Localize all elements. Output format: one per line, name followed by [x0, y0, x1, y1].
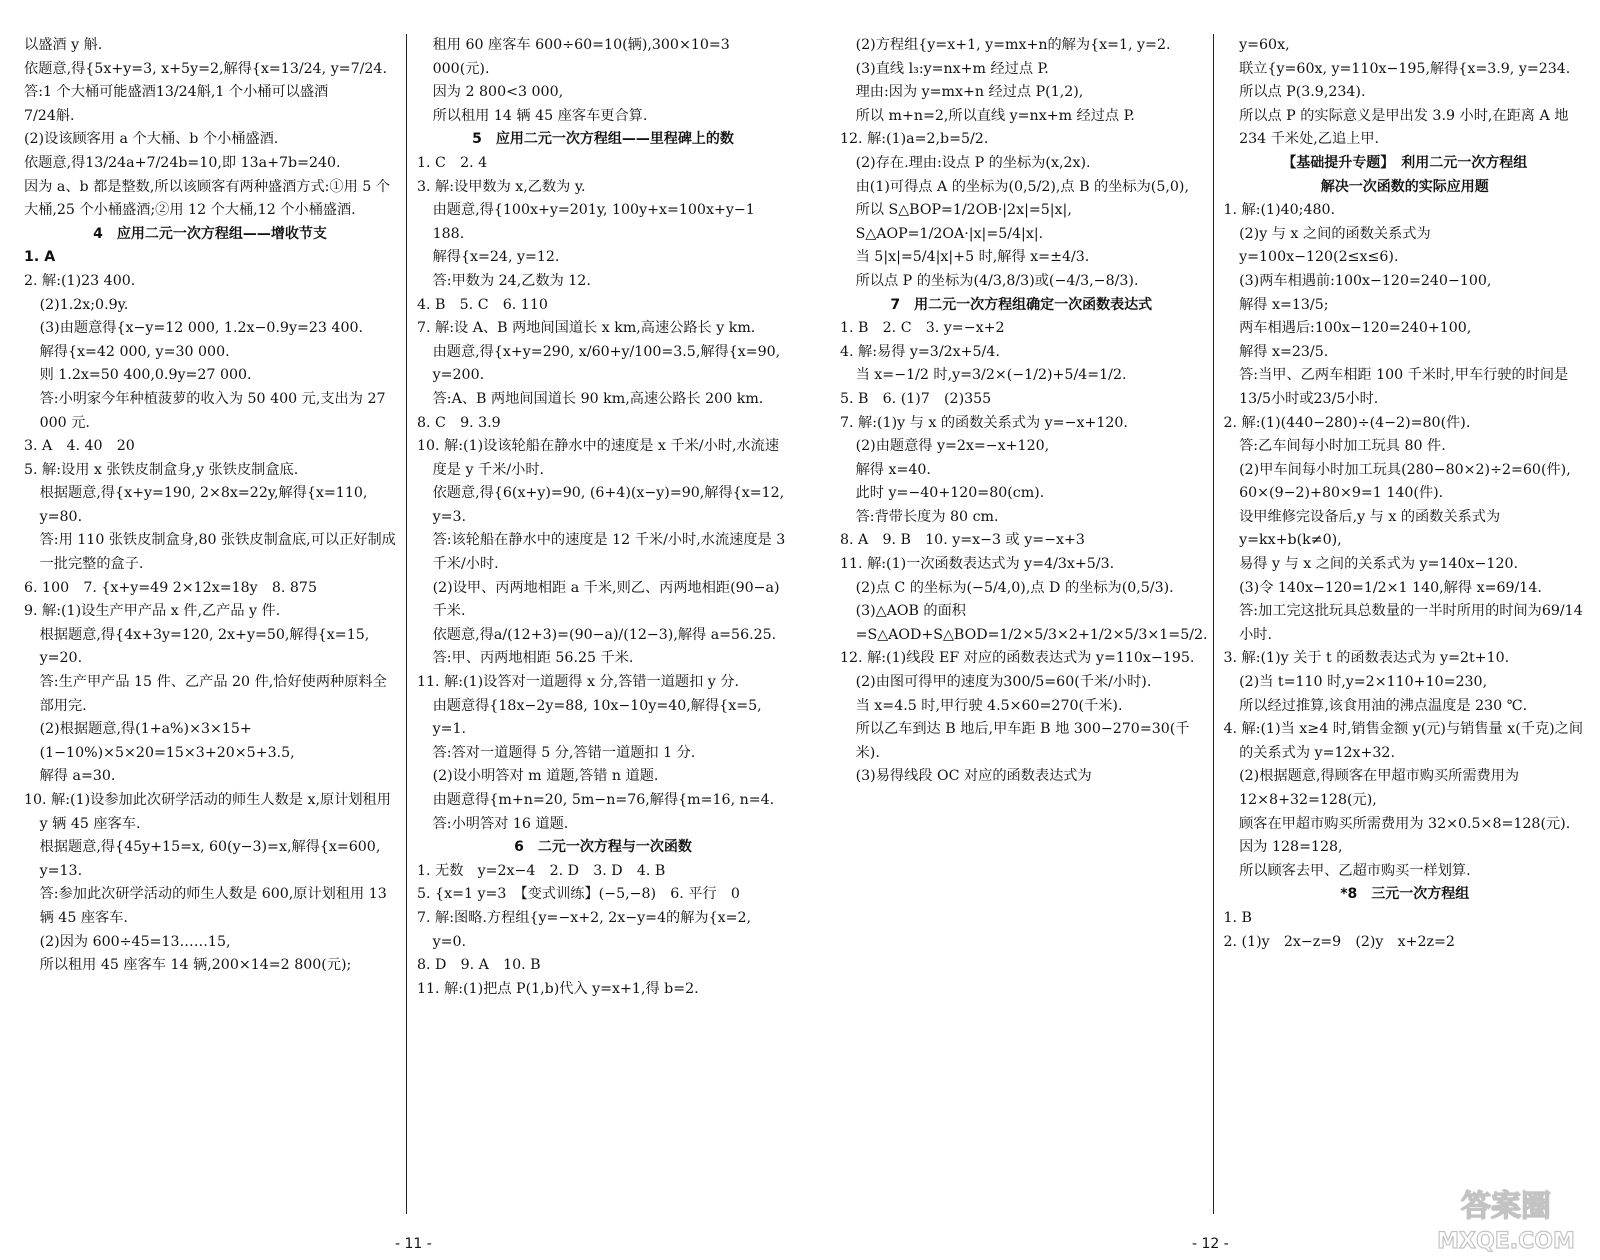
column-4 — [1213, 34, 1597, 1214]
section-heading: 5 应用二元一次方程组——里程碑上的数 — [472, 131, 734, 148]
text-line: 理由:因为 y=mx+n 经过点 P(1,2), — [855, 84, 1084, 101]
text-line: 答:该轮船在静水中的速度是 12 千米/小时,水流速度是 3 千米/小时. — [432, 532, 786, 573]
text-line: 联立{y=60x, y=110x−195,解得{x=3.9, y=234. — [1239, 60, 1571, 77]
text-line: 当 x=−1/2 时,y=3/2×(−1/2)+5/4=1/2. — [855, 367, 1127, 384]
text-line: 答:加工完这批玩具总数量的一半时所用的时间为69/14小时. — [1239, 603, 1583, 643]
text-line: 答:答对一道题得 5 分,答错一道题扣 1 分. — [432, 744, 696, 761]
text-line: 答:生产甲产品 15 件、乙产品 20 件,恰好使两种原料全部用完. — [39, 674, 387, 714]
text-line: 答:小明家今年种植菠萝的收入为 50 400 元,支出为 27 000 元. — [39, 390, 386, 431]
answer-line: 10. 解:(1)设该轮船在静水中的速度是 x 千米/小时,水流速度是 y 千米/小时. — [417, 438, 780, 478]
text-line: 此时 y=−40+120=80(cm). — [855, 485, 1045, 502]
text-line: 答:甲、丙两地相距 56.25 千米. — [432, 650, 634, 667]
answer-line: 2. 解:(1)23 400. — [24, 272, 136, 289]
answer-line: 3. 解:设甲数为 x,乙数为 y. — [417, 178, 586, 195]
text-line: 60×(9−2)+80×9=1 140(件). — [1239, 485, 1444, 502]
text-line: (2)y 与 x 之间的函数关系式为 y=100x−120(2≤x≤6). — [1239, 225, 1431, 266]
column-2 — [406, 34, 799, 1214]
text-line: 所以经过推算,该食用油的沸点温度是 230 ℃. — [1239, 697, 1528, 714]
text-line: (2)设甲、丙两地相距 a 千米,则乙、丙两地相距(90−a)千米. — [432, 579, 780, 620]
answer-line: 10. 解:(1)设参加此次研学活动的师生人数是 x,原计划租用 y 辆 45 座客车. — [24, 792, 391, 832]
answer-line: 5. {x=1 y=3 【变式训练】(−5,−8) 6. 平行 0 — [417, 886, 740, 903]
text-line: 依题意,得{5x+y=3, x+5y=2,解得{x=13/24, y=7/24. — [24, 60, 387, 77]
text-line: 由题意得{m+n=20, 5m−n=76,解得{m=16, n=4. — [432, 792, 775, 808]
section-heading: 7 用二元一次方程组确定一次函数表达式 — [890, 296, 1153, 313]
text-line: S△AOP=1/2OA·|x|=5/4|x|. — [855, 225, 1044, 242]
text-line: 由(1)可得点 A 的坐标为(0,5/2),点 B 的坐标为(5,0),所以 S△BOP=1/2OB·|2x|=5|x|, — [855, 178, 1189, 219]
text-line: 所以 m+n=2,所以直线 y=nx+m 经过点 P. — [855, 107, 1135, 124]
watermark-url: MXQE.COM — [1437, 1229, 1575, 1254]
text-line: y=60x, — [1239, 37, 1290, 53]
text-line: (2)甲车间每小时加工玩具(280−80×2)÷2=60(件), — [1239, 461, 1571, 478]
text-line: 依题意,得13/24a+7/24b=10,即 13a+7b=240. — [24, 154, 341, 171]
text-line: 解得 x=40. — [855, 461, 931, 478]
answer-line: 12. 解:(1)a=2,b=5/2. — [840, 131, 989, 148]
answer-line: 1. B — [1223, 909, 1252, 926]
text-line: 设甲维修完设备后,y 与 x 的函数关系式为 y=kx+b(k≠0), — [1239, 508, 1501, 549]
text-line: 解得 a=30. — [39, 768, 116, 785]
answer-line: 1. C 2. 4 — [417, 154, 488, 171]
text-line: 解得{x=42 000, y=30 000. — [39, 343, 230, 360]
answer-line: 11. 解:(1)一次函数表达式为 y=4/3x+5/3. — [840, 556, 1115, 573]
answer-line: 8. C 9. 3.9 — [417, 414, 501, 431]
answer-line: 5. B 6. (1)7 (2)355 — [840, 390, 992, 407]
column-1 — [14, 34, 406, 1214]
text-line: (3)由题意得{x−y=12 000, 1.2x−0.9y=23 400. — [39, 320, 364, 337]
section-heading: 解决一次函数的实际应用题 — [1320, 178, 1489, 195]
answer-line: 8. A 9. B 10. y=x−3 或 y=−x+3 — [840, 532, 1085, 549]
text-line: (2)根据题意,得顾客在甲超市购买所需费用为 12×8+32=128(元), — [1239, 768, 1520, 808]
text-line: 易得 y 与 x 之间的关系式为 y=140x−120. — [1239, 556, 1519, 573]
text-line: (2)设小明答对 m 道题,答错 n 道题. — [432, 768, 659, 785]
answer-line: 2. 解:(1)(440−280)÷(4−2)=80(件). — [1223, 414, 1471, 431]
text-line: 答:背带长度为 80 cm. — [855, 508, 999, 525]
text-line: 当 5|x|=5/4|x|+5 时,解得 x=±4/3. — [855, 249, 1090, 266]
answer-line: 1. A — [24, 249, 56, 266]
text-line: (2)由题意得 y=2x=−x+120, — [855, 438, 1050, 455]
text-line: (2)根据题意,得(1+a%)×3×15+(1−10%)×5×20=15×3+20×5+3.5, — [39, 721, 295, 761]
text-line: 所以点 P 的实际意义是甲出发 3.9 小时,在距离 A 地 234 千米处,乙追上甲. — [1239, 107, 1569, 148]
answer-line: 11. 解:(1)把点 P(1,b)代入 y=x+1,得 b=2. — [417, 980, 699, 997]
answer-line: 6. 100 7. {x+y=49 2×12x=18y 8. 875 — [24, 579, 317, 596]
text-line: (2)存在.理由:设点 P 的坐标为(x,2x). — [855, 154, 1091, 171]
section-heading: *8 三元一次方程组 — [1340, 886, 1470, 903]
text-line: 两车相遇后:100x−120=240+100, — [1239, 320, 1472, 337]
text-line: (2)方程组{y=x+1, y=mx+n的解为{x=1, y=2. — [855, 37, 1171, 53]
text-line: (2)点 C 的坐标为(−5/4,0),点 D 的坐标为(0,5/3). — [855, 579, 1174, 596]
text-line: 所以乙车到达 B 地后,甲车距 B 地 300−270=30(千米). — [855, 721, 1190, 761]
text-line: 答:A、B 两地间国道长 90 km,高速公路长 200 km. — [432, 390, 764, 407]
text-line: 答:甲数为 24,乙数为 12. — [432, 272, 591, 289]
text-line: (3)令 140x−120=1/2×1 140,解得 x=69/14. — [1239, 579, 1542, 596]
text-line: 由题意,得{x+y=290, x/60+y/100=3.5,解得{x=90, y=200. — [432, 343, 781, 384]
text-line: 7/24斛. — [24, 107, 75, 124]
answer-line: 9. 解:(1)设生产甲产品 x 件,乙产品 y 件. — [24, 603, 281, 620]
answer-line: 2. (1)y 2x−z=9 (2)y x+2z=2 — [1223, 933, 1455, 950]
answer-line: 7. 解:图略.方程组{y=−x+2, 2x−y=4的解为{x=2, y=0. — [417, 909, 752, 950]
text-line: 由题意得{18x−2y=88, 10x−10y=40,解得{x=5, y=1. — [432, 697, 762, 738]
text-line: (2)1.2x;0.9y. — [39, 296, 129, 313]
text-line: 则 1.2x=50 400,0.9y=27 000. — [39, 367, 252, 384]
page-number-left: - 11 - — [395, 1236, 432, 1252]
text-line: 答:参加此次研学活动的师生人数是 600,原计划租用 13 辆 45 座客车. — [39, 886, 387, 926]
text-line: 因为 2 800<3 000, — [432, 84, 564, 101]
text-line: 由题意,得{100x+y=201y, 100y+x=100x+y−1 188. — [432, 202, 755, 242]
text-line: 所以租用 45 座客车 14 辆,200×14=2 800(元); — [39, 957, 352, 974]
page-number-right: - 12 - — [1192, 1236, 1229, 1252]
text-line: 答:用 110 张铁皮制盒身,80 张铁皮制盒底,可以正好制成一批完整的盒子. — [39, 532, 396, 573]
text-line: 当 x=4.5 时,甲行驶 4.5×60=270(千米). — [855, 697, 1123, 714]
section-heading: 6 二元一次方程与一次函数 — [514, 839, 692, 856]
text-line: 租用 60 座客车 600÷60=10(辆),300×10=3 000(元). — [432, 37, 730, 77]
text-line: 解得 x=13/5; — [1239, 296, 1329, 313]
text-line: 根据题意,得{4x+3y=120, 2x+y=50,解得{x=15, y=20. — [39, 626, 370, 667]
text-line: (2)当 t=110 时,y=2×110+10=230, — [1239, 674, 1488, 691]
text-line: 答:小明答对 16 道题. — [432, 815, 569, 832]
answer-line: 7. 解:(1)y 与 x 的函数关系式为 y=−x+120. — [840, 414, 1128, 431]
page-11 — [14, 34, 799, 1214]
answer-line: 1. 无数 y=2x−4 2. D 3. D 4. B — [417, 862, 666, 879]
answer-line: 5. 解:设用 x 张铁皮制盒身,y 张铁皮制盒底. — [24, 461, 299, 478]
text-line: 所以点 P 的坐标为(4/3,8/3)或(−4/3,−8/3). — [855, 272, 1139, 289]
text-line: (2)设该顾客用 a 个大桶、b 个小桶盛酒. — [24, 131, 279, 148]
text-line: 答:乙车间每小时加工玩具 80 件. — [1239, 438, 1446, 455]
answer-line: 1. B 2. C 3. y=−x+2 — [840, 320, 1005, 337]
answer-line: 8. D 9. A 10. B — [417, 957, 541, 974]
page-12 — [830, 34, 1596, 1214]
answer-line: 4. 解:(1)当 x≥4 时,销售金额 y(元)与销售量 x(千克)之间的关系式为 y=12x+32. — [1223, 721, 1584, 761]
watermark-title: 答案圈 — [1461, 1189, 1551, 1224]
answer-line: 7. 解:设 A、B 两地间国道长 x km,高速公路长 y km. — [417, 320, 756, 337]
text-line: 以盛酒 y 斛. — [24, 37, 103, 53]
text-line: (2)因为 600÷45=13……15, — [39, 933, 231, 950]
text-line: (2)由图可得甲的速度为300/5=60(千米/小时). — [855, 674, 1152, 691]
text-line: 解得{x=24, y=12. — [432, 249, 560, 266]
answer-line: 11. 解:(1)设答对一道题得 x 分,答错一道题扣 y 分. — [417, 674, 740, 691]
section-heading: 【基础提升专题】 利用二元一次方程组 — [1282, 154, 1528, 171]
text-line: 所以租用 14 辆 45 座客车更合算. — [432, 107, 648, 124]
answer-line: 4. B 5. C 6. 110 — [417, 296, 548, 313]
answer-line: 3. 解:(1)y 关于 t 的函数表达式为 y=2t+10. — [1223, 650, 1510, 667]
answer-line: 1. 解:(1)40;480. — [1223, 202, 1336, 219]
text-line: 因为 a、b 都是整数,所以该顾客有两种盛酒方式:①用 5 个大桶,25 个小桶盛酒;②用 12 个大桶,12 个小桶盛酒. — [24, 178, 391, 219]
text-line: 所以点 P(3.9,234). — [1239, 84, 1366, 101]
text-line: 因为 128=128, — [1239, 839, 1343, 856]
text-line: 顾客在甲超市购买所需费用为 32×0.5×8=128(元). — [1239, 815, 1571, 832]
watermark-logo — [1426, 1180, 1586, 1258]
text-line: 答:1 个大桶可能盛酒13/24斛,1 个小桶可以盛酒 — [24, 84, 329, 101]
column-3 — [830, 34, 1213, 1214]
text-line: 根据题意,得{45y+15=x, 60(y−3)=x,解得{x=600, y=13. — [39, 839, 381, 879]
text-line: 根据题意,得{x+y=190, 2×8x=22y,解得{x=110, y=80. — [39, 485, 368, 525]
answer-line: 4. 解:易得 y=3/2x+5/4. — [840, 343, 1000, 360]
text-line: (3)直线 l₃:y=nx+m 经过点 P. — [855, 60, 1049, 77]
text-line: 解得 x=23/5. — [1239, 343, 1329, 360]
text-line: 依题意,得a/(12+3)=(90−a)/(12−3),解得 a=56.25. — [432, 626, 777, 643]
text-line: 依题意,得{6(x+y)=90, (6+4)(x−y)=90,解得{x=12, y=3. — [432, 485, 785, 525]
answer-line: 3. A 4. 40 20 — [24, 438, 135, 455]
answer-line: 12. 解:(1)线段 EF 对应的函数表达式为 y=110x−195. — [840, 650, 1195, 667]
text-line: (3)△AOB 的面积=S△AOD+S△BOD=1/2×5/3×2+1/2×5/3×1=5/2. — [855, 603, 1208, 643]
text-line: 所以顾客去甲、乙超市购买一样划算. — [1239, 862, 1471, 879]
text-line: (3)易得线段 OC 对应的函数表达式为 — [855, 768, 1092, 785]
text-line: 答:当甲、乙两车相距 100 千米时,甲车行驶的时间是13/5小时或23/5小时. — [1239, 367, 1569, 407]
text-line: (3)两车相遇前:100x−120=240−100, — [1239, 272, 1492, 289]
section-heading: 4 应用二元一次方程组——增收节支 — [93, 225, 327, 242]
